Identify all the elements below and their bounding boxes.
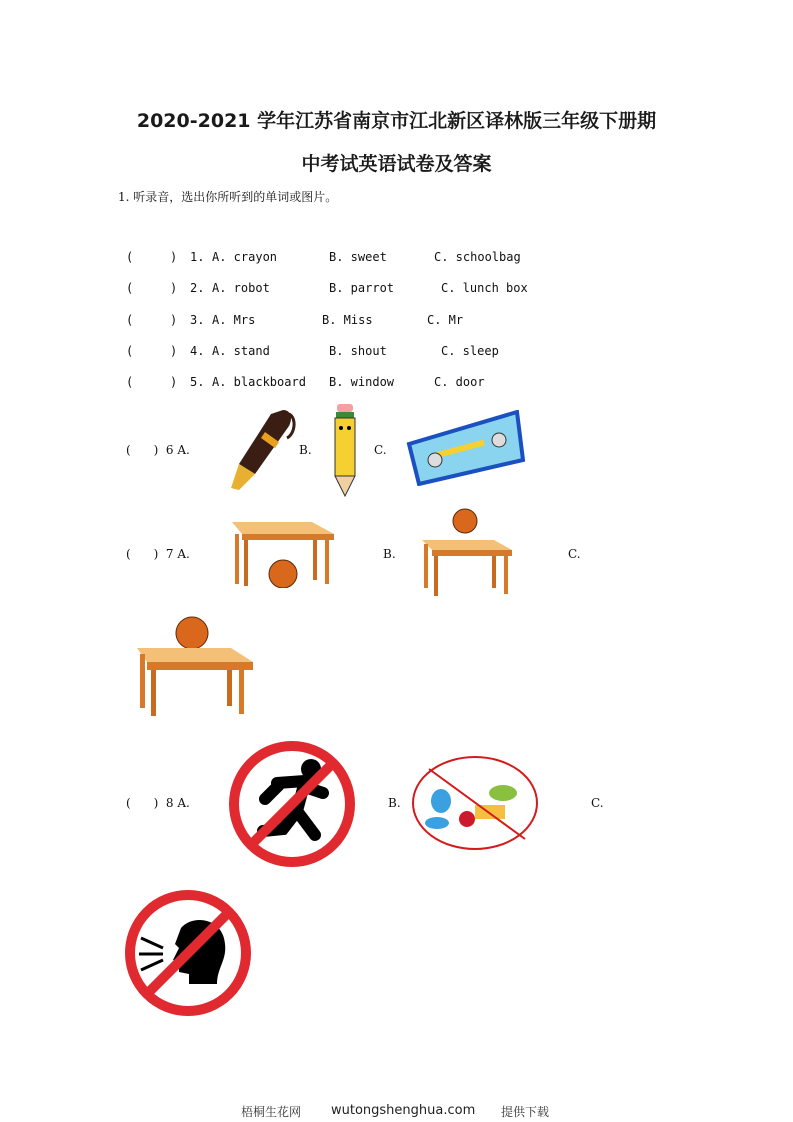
option-a: A. crayon xyxy=(212,250,278,264)
cartoon-pencil-image xyxy=(325,402,365,498)
answer-bracket-open: ( xyxy=(126,344,134,358)
footer-site-name: 梧桐生花网 xyxy=(241,1105,302,1119)
question-7-option-b: B. xyxy=(383,547,396,561)
no-sleeping-sign-image xyxy=(411,753,541,853)
option-c: C. schoolbag xyxy=(434,250,521,264)
question-row-4 xyxy=(126,344,499,362)
option-a: A. robot xyxy=(212,281,270,295)
fountain-pen-image xyxy=(225,404,297,494)
question-6-option-c: C. xyxy=(374,443,387,457)
answer-bracket-close: ) xyxy=(170,250,178,264)
question-8-option-c: C. xyxy=(591,796,604,810)
no-running-sign-image xyxy=(227,739,357,869)
question-8-prefix: ( ) 8 A. xyxy=(126,796,190,810)
answer-bracket-close: ) xyxy=(170,281,178,295)
question-number: 4. xyxy=(190,344,205,358)
document-title-line1: 2020-2021 学年江苏省南京市江北新区译林版三年级下册期 xyxy=(136,110,657,132)
question-number: 1. xyxy=(190,250,205,264)
option-c: C. lunch box xyxy=(441,281,528,295)
answer-bracket-open: ( xyxy=(126,313,134,327)
footer-note: 提供下载 xyxy=(501,1105,550,1119)
answer-bracket-close: ) xyxy=(170,375,178,389)
option-a: A. blackboard xyxy=(212,375,306,389)
option-b: B. Miss xyxy=(322,313,373,327)
ball-on-table-image xyxy=(135,616,255,720)
question-number: 3. xyxy=(190,313,205,327)
question-8-option-b: B. xyxy=(388,796,401,810)
option-a: A. stand xyxy=(212,344,270,358)
question-7-prefix: ( ) 7 A. xyxy=(126,547,190,561)
question-7-option-c: C. xyxy=(568,547,581,561)
pencil-case-image xyxy=(405,410,525,486)
question-row-3 xyxy=(126,313,464,331)
option-c: C. sleep xyxy=(441,344,499,358)
answer-bracket-open: ( xyxy=(126,281,134,295)
question-number: 2. xyxy=(190,281,205,295)
question-instruction: 1. 听录音，选出你所听到的单词或图片。 xyxy=(118,190,338,204)
question-6-prefix: ( ) 6 A. xyxy=(126,443,190,457)
answer-bracket-close: ) xyxy=(170,313,178,327)
option-a: A. Mrs xyxy=(212,313,256,327)
option-b: B. window xyxy=(329,375,395,389)
option-c: C. door xyxy=(434,375,485,389)
question-number: 5. xyxy=(190,375,205,389)
option-b: B. sweet xyxy=(329,250,387,264)
ball-above-table-image xyxy=(420,508,516,600)
question-row-2 xyxy=(126,281,528,299)
option-b: B. shout xyxy=(329,344,387,358)
question-6-option-b: B. xyxy=(299,443,312,457)
document-title-line2: 中考试英语试卷及答案 xyxy=(301,153,492,175)
footer-url[interactable]: wutongshenghua.com xyxy=(331,1103,476,1118)
question-row-5 xyxy=(126,375,485,393)
ball-under-table-image xyxy=(230,520,340,588)
option-c: C. Mr xyxy=(427,313,464,327)
option-b: B. parrot xyxy=(329,281,395,295)
answer-bracket-close: ) xyxy=(170,344,178,358)
no-shouting-sign-image xyxy=(123,888,253,1018)
question-row-1 xyxy=(126,250,521,268)
answer-bracket-open: ( xyxy=(126,250,134,264)
answer-bracket-open: ( xyxy=(126,375,134,389)
